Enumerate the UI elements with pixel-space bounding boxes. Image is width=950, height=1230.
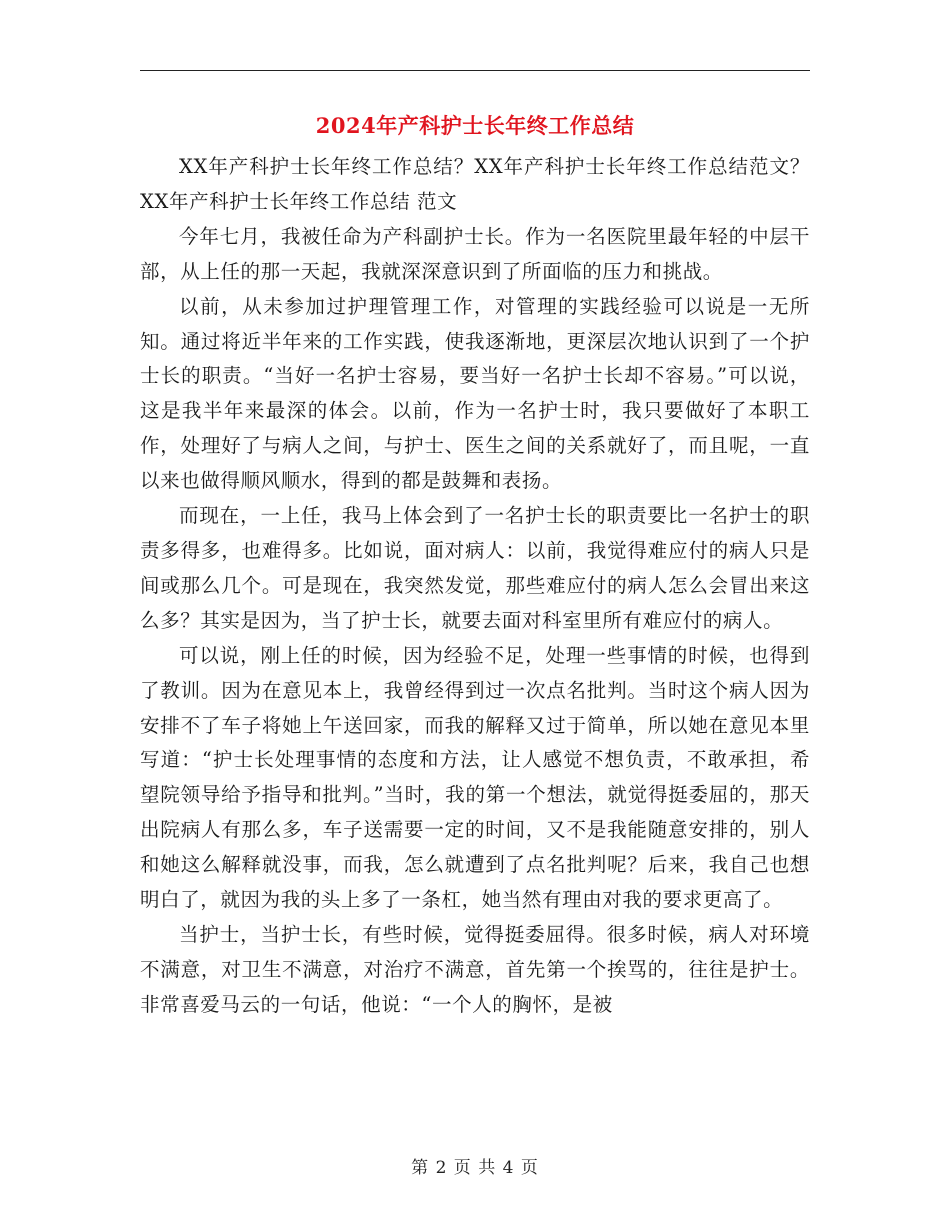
paragraph-6: 当护士，当护士长，有些时候，觉得挺委屈得。很多时候，病人对环境不满意，对卫生不满意，对治疗不满意，首先第一个挨骂的，往往是护士。非常喜爱马云的一句话，他说：“一个人的胸怀，是被 [140, 922, 810, 1016]
header-rule [140, 70, 810, 71]
paragraph-5: 可以说，刚上任的时候，因为经验不足，处理一些事情的时候，也得到了教训。因为在意见本上，我曾经得到过一次点名批判。当时这个病人因为安排不了车子将她上午送回家，而我的解释又过于简单，所以她在意见本里写道：“护士长处理事情的态度和方法，让人感觉不想负责，不敢承担，希望院领导给予指导和批判。”当时，我的第一个想法，就觉得挺委屈的，那天出院病人有那么多，车子送需要一定的时间，又不是我能随意安排的，别人和她这么解释就没事，而我，怎么就遭到了点名批判呢？后来，我自己也想明白了，就因为我的头上多了一条杠，她当然有理由对我的要求更高了。 [140, 643, 810, 912]
paragraph-3: 以前，从未参加过护理管理工作，对管理的实践经验可以说是一无所知。通过将近半年来的工作实践，使我逐渐地，更深层次地认识到了一个护士长的职责。“当好一名护士容易，要当好一名护士长却不容易。”可以说，这是我半年来最深的体会。以前，作为一名护士时，我只要做好了本职工作，处理好了与病人之间，与护士、医生之间的关系就好了，而且呢，一直以来也做得顺风顺水，得到的都是鼓舞和表扬。 [140, 294, 810, 493]
document-body [140, 150, 810, 1023]
paragraph-2: 今年七月，我被任命为产科副护士长。作为一名医院里最年轻的中层干部，从上任的那一天起，我就深深意识到了所面临的压力和挑战。 [140, 224, 810, 283]
paragraph-1: XX年产科护士长年终工作总结？XX年产科护士长年终工作总结范文？XX年产科护士长年终工作总结 范文 [140, 155, 810, 213]
page-number-footer: 第 2 页 共 4 页 [411, 1158, 539, 1178]
paragraph-4: 而现在，一上任，我马上体会到了一名护士长的职责要比一名护士的职责多得多，也难得多。比如说，面对病人：以前，我觉得难应付的病人只是间或那么几个。可是现在，我突然发觉，那些难应付的病人怎么会冒出来这么多？其实是因为，当了护士长，就要去面对科室里所有难应付的病人。 [140, 504, 810, 632]
document-title: 2024年产科护士长年终工作总结 [315, 113, 635, 138]
